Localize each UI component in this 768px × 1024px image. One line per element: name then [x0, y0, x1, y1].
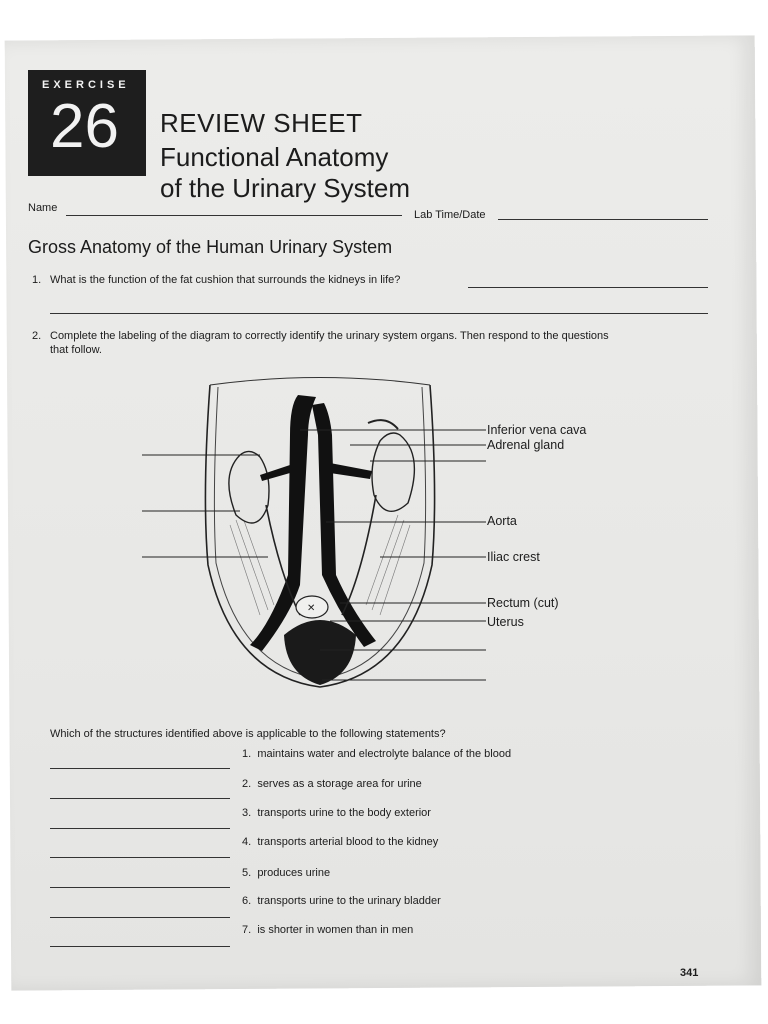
statement-1-text: maintains water and electrolyte balance of the blood [257, 748, 512, 760]
page-number: 341 [680, 967, 699, 979]
statement-2 [242, 778, 422, 790]
statement-2-number: 2. [242, 778, 252, 790]
statement-3-number: 3. [242, 807, 252, 819]
question-2-text-cont: that follow. [50, 344, 102, 356]
lab-time-field[interactable] [498, 219, 708, 220]
question-1-text: What is the function of the fat cushion that surrounds the kidneys in life? [50, 274, 401, 286]
statements-prompt: Which of the structures identified above is applicable to the following statements? [50, 728, 446, 740]
statement-6-number: 6. [242, 895, 252, 907]
name-field[interactable] [66, 215, 402, 216]
name-label: Name [28, 202, 58, 214]
lab-time-label: Lab Time/Date [414, 209, 486, 221]
question-1-number: 1. [32, 274, 42, 286]
question-2-text: Complete the labeling of the diagram to correctly identify the urinary system organs. Then respond to the questions [50, 330, 609, 342]
statement-5-text: produces urine [257, 867, 331, 879]
statement-6 [242, 895, 441, 907]
statement-1 [242, 748, 511, 760]
label-uterus: Uterus [487, 615, 524, 629]
statement-7-text: is shorter in women than in men [257, 924, 414, 936]
statement-1-number: 1. [242, 748, 252, 760]
exercise-number: 26 [50, 92, 119, 161]
label-adrenal-gland: Adrenal gland [487, 438, 565, 452]
answer-1-line-a[interactable] [468, 287, 708, 288]
statement-2-answer[interactable] [50, 798, 230, 799]
statement-4-text: transports arterial blood to the kidney [257, 836, 439, 848]
statement-3-answer[interactable] [50, 828, 230, 829]
svg-text:✕: ✕ [307, 603, 316, 614]
statement-5 [242, 867, 330, 879]
label-inferior-vena-cava: Inferior vena cava [487, 423, 587, 437]
question-2-number: 2. [32, 330, 42, 342]
statement-5-answer[interactable] [50, 887, 230, 888]
statement-3 [242, 807, 431, 819]
section-title: Gross Anatomy of the Human Urinary System [28, 237, 393, 257]
statement-4-answer[interactable] [50, 857, 230, 858]
statement-4 [242, 836, 438, 848]
statement-7 [242, 924, 413, 936]
statement-2-text: serves as a storage area for urine [257, 778, 422, 790]
statement-1-answer[interactable] [50, 768, 230, 769]
exercise-badge [28, 70, 146, 176]
urinary-system-diagram [140, 375, 500, 695]
statement-6-text: transports urine to the urinary bladder [257, 895, 441, 907]
exercise-label: EXERCISE [42, 79, 130, 91]
statement-6-answer[interactable] [50, 917, 230, 918]
statement-5-number: 5. [242, 867, 252, 879]
title-line-2: Functional Anatomy [160, 142, 389, 172]
title-line-3: of the Urinary System [160, 173, 410, 203]
statement-7-answer[interactable] [50, 946, 230, 947]
statement-4-number: 4. [242, 836, 252, 848]
statement-7-number: 7. [242, 924, 252, 936]
label-rectum: Rectum (cut) [487, 596, 559, 610]
label-iliac-crest: Iliac crest [487, 550, 540, 564]
label-aorta: Aorta [487, 514, 517, 528]
answer-1-line-b[interactable] [50, 313, 708, 314]
review-sheet-title: REVIEW SHEET [160, 108, 363, 138]
statement-3-text: transports urine to the body exterior [257, 807, 431, 819]
